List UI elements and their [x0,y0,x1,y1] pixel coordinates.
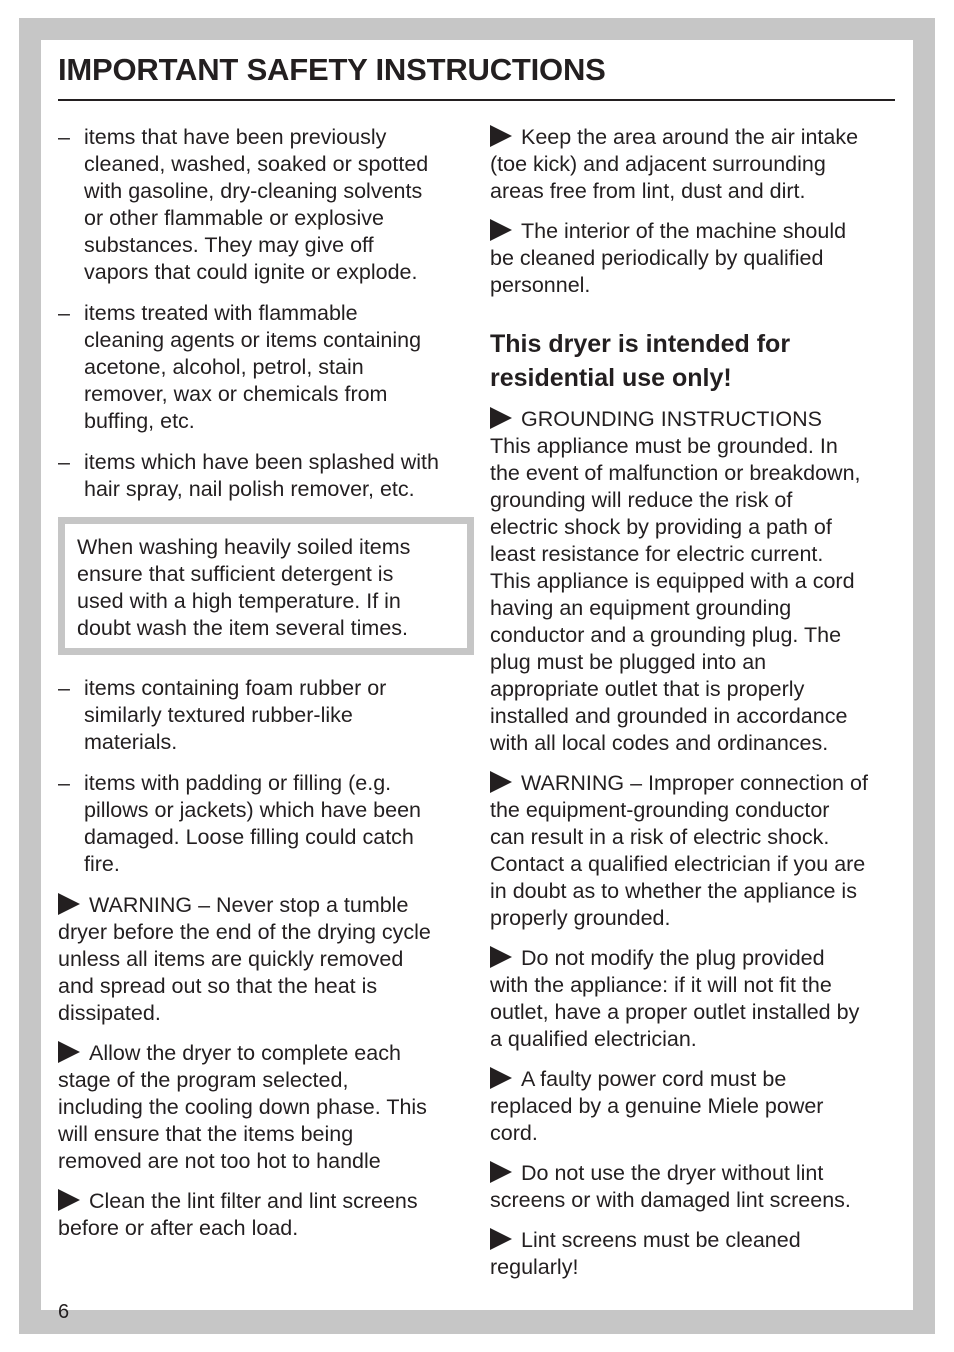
dash-mark: – [58,450,70,474]
text-line: buffing, etc. [84,409,195,433]
triangle-bullet-icon [58,893,80,915]
text-line: the equipment-grounding conductor [490,798,830,822]
triangle-bullet-icon [490,1067,512,1089]
text-line: cleaned, washed, soaked or spotted [84,152,429,176]
text-line: This dryer is intended for [490,330,791,358]
bullet-first-line [490,945,900,972]
text-line: can result in a risk of electric shock. [490,825,830,849]
text-line: materials. [84,730,178,754]
dash-item [58,300,468,435]
text-line: areas free from lint, dust and dirt. [490,179,806,203]
text-line: stage of the program selected, [58,1068,349,1092]
text-line: Do not use the dryer without lint [521,1161,824,1185]
right-bullet-list-1 [490,124,900,299]
text-line: WARNING – Never stop a tumble [89,893,409,917]
text-line: electric shock by providing a path of [490,515,832,539]
bullet-paragraph [58,1188,468,1242]
dash-item [58,675,468,756]
triangle-bullet-icon [490,946,512,968]
bullet-first-line [490,1066,900,1093]
title-rule [58,99,895,101]
text-line: residential use only! [490,364,732,392]
bullet-paragraph [490,406,900,757]
text-line: ensure that sufficient detergent is [77,562,394,586]
left-bullet-list [58,892,468,1242]
text-line: plug must be plugged into an [490,650,767,674]
text-line: acetone, alcohol, petrol, stain [84,355,364,379]
text-line: remover, wax or chemicals from [84,382,388,406]
text-line: When washing heavily soiled items [77,535,411,559]
bullet-first-line [490,406,900,433]
text-line: Keep the area around the air intake [521,125,859,149]
bullet-first-line [58,1188,468,1215]
triangle-bullet-icon [58,1189,80,1211]
triangle-bullet-icon [490,407,512,429]
bullet-paragraph [490,945,900,1053]
text-line: items with padding or filling (e.g. [84,771,392,795]
text-line: Contact a qualified electrician if you are [490,852,866,876]
text-line: outlet, have a proper outlet installed by [490,1000,860,1024]
triangle-bullet-icon [490,125,512,147]
text-line: the event of malfunction or breakdown, [490,461,861,485]
dash-list-1 [58,124,468,503]
text-line: The interior of the machine should [521,219,847,243]
text-line: will ensure that the items being [58,1122,354,1146]
dash-mark: – [58,676,70,700]
text-line: used with a high temperature. If in [77,589,401,613]
right-column [490,124,900,1294]
text-line: similarly textured rubber-like [84,703,353,727]
text-line: fire. [84,852,120,876]
text-line: screens or with damaged lint screens. [490,1188,851,1212]
text-line: dissipated. [58,1001,161,1025]
text-line: including the cooling down phase. This [58,1095,427,1119]
dash-item [58,449,468,503]
right-bullet-list-2 [490,406,900,1281]
dash-item [58,124,468,286]
text-line: Clean the lint filter and lint screens [89,1189,418,1213]
text-line: and spread out so that the heat is [58,974,378,998]
page-number: 6 [58,1301,70,1323]
text-line: This appliance is equipped with a cord [490,569,855,593]
bullet-first-line [490,1160,900,1187]
text-line: with the appliance: if it will not fit the [490,973,832,997]
dash-list-2 [58,675,468,878]
bullet-paragraph [58,1040,468,1175]
text-line: before or after each load. [58,1216,299,1240]
bullet-paragraph [490,1066,900,1147]
text-line: be cleaned periodically by qualified [490,246,824,270]
text-line: in doubt as to whether the appliance is [490,879,857,903]
bullet-paragraph [58,892,468,1027]
text-line: having an equipment grounding [490,596,792,620]
text-line: substances. They may give off [84,233,374,257]
left-column [58,124,468,1255]
text-line: Do not modify the plug provided [521,946,825,970]
text-line: regularly! [490,1255,579,1279]
text-line: (toe kick) and adjacent surrounding [490,152,826,176]
text-line: or other flammable or explosive [84,206,384,230]
dash-mark: – [58,301,70,325]
text-line: items containing foam rubber or [84,676,387,700]
bullet-first-line [490,1227,900,1254]
text-line: with all local codes and ordinances. [490,731,829,755]
bullet-paragraph [490,770,900,932]
triangle-bullet-icon [490,771,512,793]
bullet-paragraph [490,218,900,299]
text-line: dryer before the end of the drying cycle [58,920,431,944]
text-line: a qualified electrician. [490,1027,697,1051]
text-line: conductor and a grounding plug. The [490,623,842,647]
bullet-first-line [490,124,900,151]
section-heading [490,327,900,395]
bullet-first-line [490,218,900,245]
text-line: This appliance must be grounded. In [490,434,838,458]
text-line: replaced by a genuine Miele power [490,1094,824,1118]
text-line: appropriate outlet that is properly [490,677,805,701]
triangle-bullet-icon [58,1041,80,1063]
text-line: Allow the dryer to complete each [89,1041,401,1065]
text-line: Lint screens must be cleaned [521,1228,801,1252]
bullet-first-line [58,892,468,919]
text-line: WARNING – Improper connection of [521,771,868,795]
text-line: cord. [490,1121,538,1145]
text-line: least resistance for electric current. [490,542,824,566]
dash-item [58,770,468,878]
bullet-first-line [58,1040,468,1067]
text-line: properly grounded. [490,906,671,930]
note-box [58,517,474,655]
text-line: unless all items are quickly removed [58,947,404,971]
text-line: cleaning agents or items containing [84,328,422,352]
bullet-paragraph [490,124,900,205]
text-line: doubt wash the item several times. [77,616,409,640]
page-title: IMPORTANT SAFETY INSTRUCTIONS [58,52,606,87]
text-line: damaged. Loose filling could catch [84,825,414,849]
dash-mark: – [58,771,70,795]
bullet-first-line [490,770,900,797]
text-line: vapors that could ignite or explode. [84,260,418,284]
text-line: GROUNDING INSTRUCTIONS [521,407,822,431]
text-line: items treated with flammable [84,301,358,325]
text-line: items which have been splashed with [84,450,439,474]
triangle-bullet-icon [490,1161,512,1183]
triangle-bullet-icon [490,1228,512,1250]
text-line: hair spray, nail polish remover, etc. [84,477,415,501]
text-line: installed and grounded in accordance [490,704,848,728]
text-line: grounding will reduce the risk of [490,488,793,512]
dash-mark: – [58,125,70,149]
text-line: removed are not too hot to handle [58,1149,381,1173]
text-line: with gasoline, dry-cleaning solvents [84,179,423,203]
bullet-paragraph [490,1227,900,1281]
text-line: A faulty power cord must be [521,1067,787,1091]
text-line: personnel. [490,273,591,297]
bullet-paragraph [490,1160,900,1214]
text-line: items that have been previously [84,125,387,149]
triangle-bullet-icon [490,219,512,241]
text-line: pillows or jackets) which have been [84,798,421,822]
